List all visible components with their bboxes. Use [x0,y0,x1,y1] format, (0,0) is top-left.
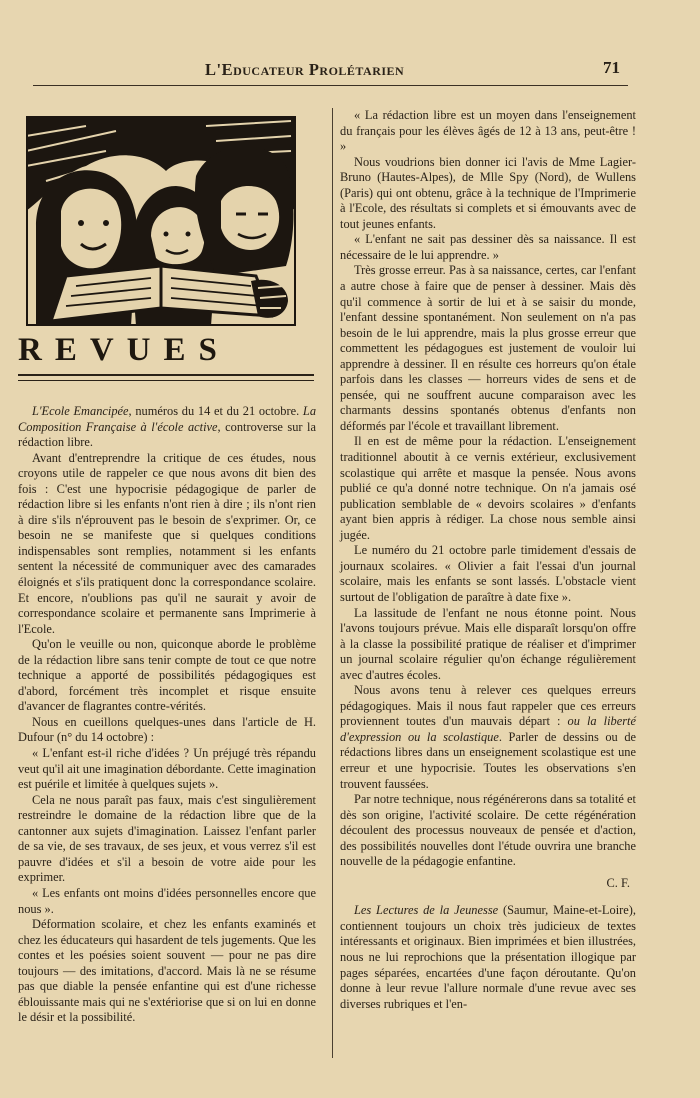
quotation: « L'enfant ne sait pas dessiner dès sa naissance. Il est nécessaire de le lui apprendre. » [340,232,636,262]
quotation: « Les enfants ont moins d'idées personnelles encore que nous ». [18,885,316,916]
section-rule [18,374,314,376]
paragraph: Nous en cueillons quelques-unes dans l'article de H. Dufour (n° du 14 octobre) : [18,714,316,745]
page-number: 71 [603,58,620,77]
left-column [18,404,316,1026]
paragraph: L'Ecole Emancipée, numéros du 14 et du 21 octobre. La Composition Française à l'école active, controverse sur la rédaction libre. [18,404,317,450]
journal-title: L'Educateur Prolétarien [205,60,405,79]
right-column [340,108,636,1012]
paragraph: Déformation scolaire, et chez les enfants examinés et chez les éducateurs qui hasardent de tels jugements. Que les contes et les poésies soient souvent — pour ne pas dire toujours — des imitations, d'accord. Mais là ne se résume pas que diable la pensée enfantine qui est d'une richesse éblouissante mais qui ne s'extériorise que si on lui en donne le désir et la possibilité. [18,917,316,1025]
column-divider [332,108,333,1058]
paragraph: Les Lectures de la Jeunesse (Saumur, Maine-et-Loire), contiennent toujours un choix très judicieux de textes intéressants et originaux. Bien imprimées et bien illustrées, nous ne lui reprochions que la présentation illogique par pages séparées, encartées d'une façon déroutante. Qu'on donne à leur revue l'allure normale d'une revue avec ses diverses rubriques et l'en- [340,903,636,1011]
paragraph: La lassitude de l'enfant ne nous étonne point. Nous l'avons toujours prévue. Mais elle disparaît lorsqu'on offre à la classe la possibilité pratique de réaliser et d'imprimer un journal scolaire régulier qu'on échange régulièrement avec d'autres écoles. [340,605,636,682]
paragraph: Le numéro du 21 octobre parle timidement d'essais de journaux scolaires. « Olivier a fait l'essai d'un journal scolaire, mais les enfants se sont lassés. L'obstacle vient surtout de l'obligation de paraître à date fixe ». [340,543,636,604]
quotation: « La rédaction libre est un moyen dans l'enseignement du français pour les élèves âgés de 12 à 13 ans, peut-être ! » [340,108,636,154]
paragraph: Avant d'entreprendre la critique de ces études, nous croyons utile de rappeler ce que nous avons dit bien des fois : C'est une hypocrisie pédagogique de parler de rédaction libre si les enfants n'ont rien à dire ; ils n'ont rien à dire s'ils n'éprouvent pas le besoin de s'exprimer. Or, ce besoin ne se manifeste que si quelques conditions indispensables sont remplies, notamment si les enfants sentent la nécessité de communiquer avec des camarades éloignés et s'ils pratiquent donc la correspondance scolaire. Et encore, n'oublions pas qu'il ne saurait y avoir de correspondance scolaire et permanente sans Imprimerie à l'Ecole. [18,450,316,636]
section-rule-thin [18,380,314,381]
paragraph: Nous voudrions bien donner ici l'avis de Mme Lagier-Bruno (Hautes-Alpes), de Mlle Spy (Nord), de Wullens (Paris) qui ont obtenu, grâce à la technique de l'Imprimerie à l'Ecole, des résultats si complets et si émouvants avec de tout jeunes enfants. [340,154,636,231]
paragraph: Cela ne nous paraît pas faux, mais c'est singulièrement restreindre le domaine de la rédaction libre que de la cantonner aux sujets d'imagination. Laissez l'enfant parler de sa vie, de ses travaux, de ses jeux, et vous verrez s'il est pauvre d'idées et s'il a besoin de votre aide pour les exprimer. [18,792,316,885]
review-source-title: Les Lectures de la Jeunesse [354,903,499,918]
paragraph: Il en est de même pour la rédaction. L'enseignement traditionnel aboutit à ce vernis extérieur, exclusivement scolastique qui arrête et masque la pensée. Nous avons publié ce qu'a donné notre technique. On n'a jamais osé publication semblable de « devoirs scolaires » d'enfants ayant bien appris à rédiger. La chose nous semble ainsi jugée. [340,434,636,542]
article-title: La Composition Française à l'école active [18,404,317,434]
review-source-title: L'Ecole Emancipée [32,404,129,418]
woodcut-illustration [26,116,296,326]
page-header [33,55,628,86]
emphasis: ou la liberté d'expression ou la scolastique [340,714,636,744]
section-title: REVUES [18,332,230,368]
author-signature: C. F. [606,875,630,890]
quotation: « L'enfant est-il riche d'idées ? Un préjugé très répandu veut qu'il ait une imagination débordante. Cette imagination est puérile et limitée à quelques sujets ». [18,746,316,792]
paragraph: Par notre technique, nous régénérerons dans sa totalité et dès son origine, l'activité scolaire. De cette régénération découlent des processus nouveaux de pensée et d'action, des possibilités nouvelles dont l'étude ouvrira une branche nouvelle de la pédagogie enfantine. [340,792,636,869]
paragraph: Très grosse erreur. Pas à sa naissance, certes, car l'enfant a autre chose à faire que de penser à dessiner. Mais dès qu'il commence à sortir de lui et à se saisir du monde, l'enfant dessine spontanément. Non seulement on n'a pas besoin de le lui apprendre, mais la plus grosse erreur que commettent les pédagogues est justement de vouloir lui apprendre à dessiner. Il en résulte ces horreurs qu'on étale parfois dans les classes — horreurs vides de sens et de pensée, qui ne souffrent aucune comparaison avec les charmants dessins spontanés obtenus d'enfants non déformés par l'école et travaillant librement. [340,263,636,433]
paragraph: Nous avons tenu à relever ces quelques erreurs pédagogiques. Mais il nous faut rappeler que ces erreurs proviennent toutes d'un mauvais départ : ou la liberté d'expression ou la scolastique. Parler de dessins ou de rédactions libres dans un enseignement scolastique est une erreur et une hypocrisie. Toutes les observations s'en trouvent faussées. [340,683,637,791]
paragraph: Qu'on le veuille ou non, quiconque aborde le problème de la rédaction libre sans tenir compte de tout ce que notre technique a apporté de possibilités pédagogiques est d'abord, forcément très incomplet et risque ensuite d'avancer de flagrantes contre-vérités. [18,637,316,714]
